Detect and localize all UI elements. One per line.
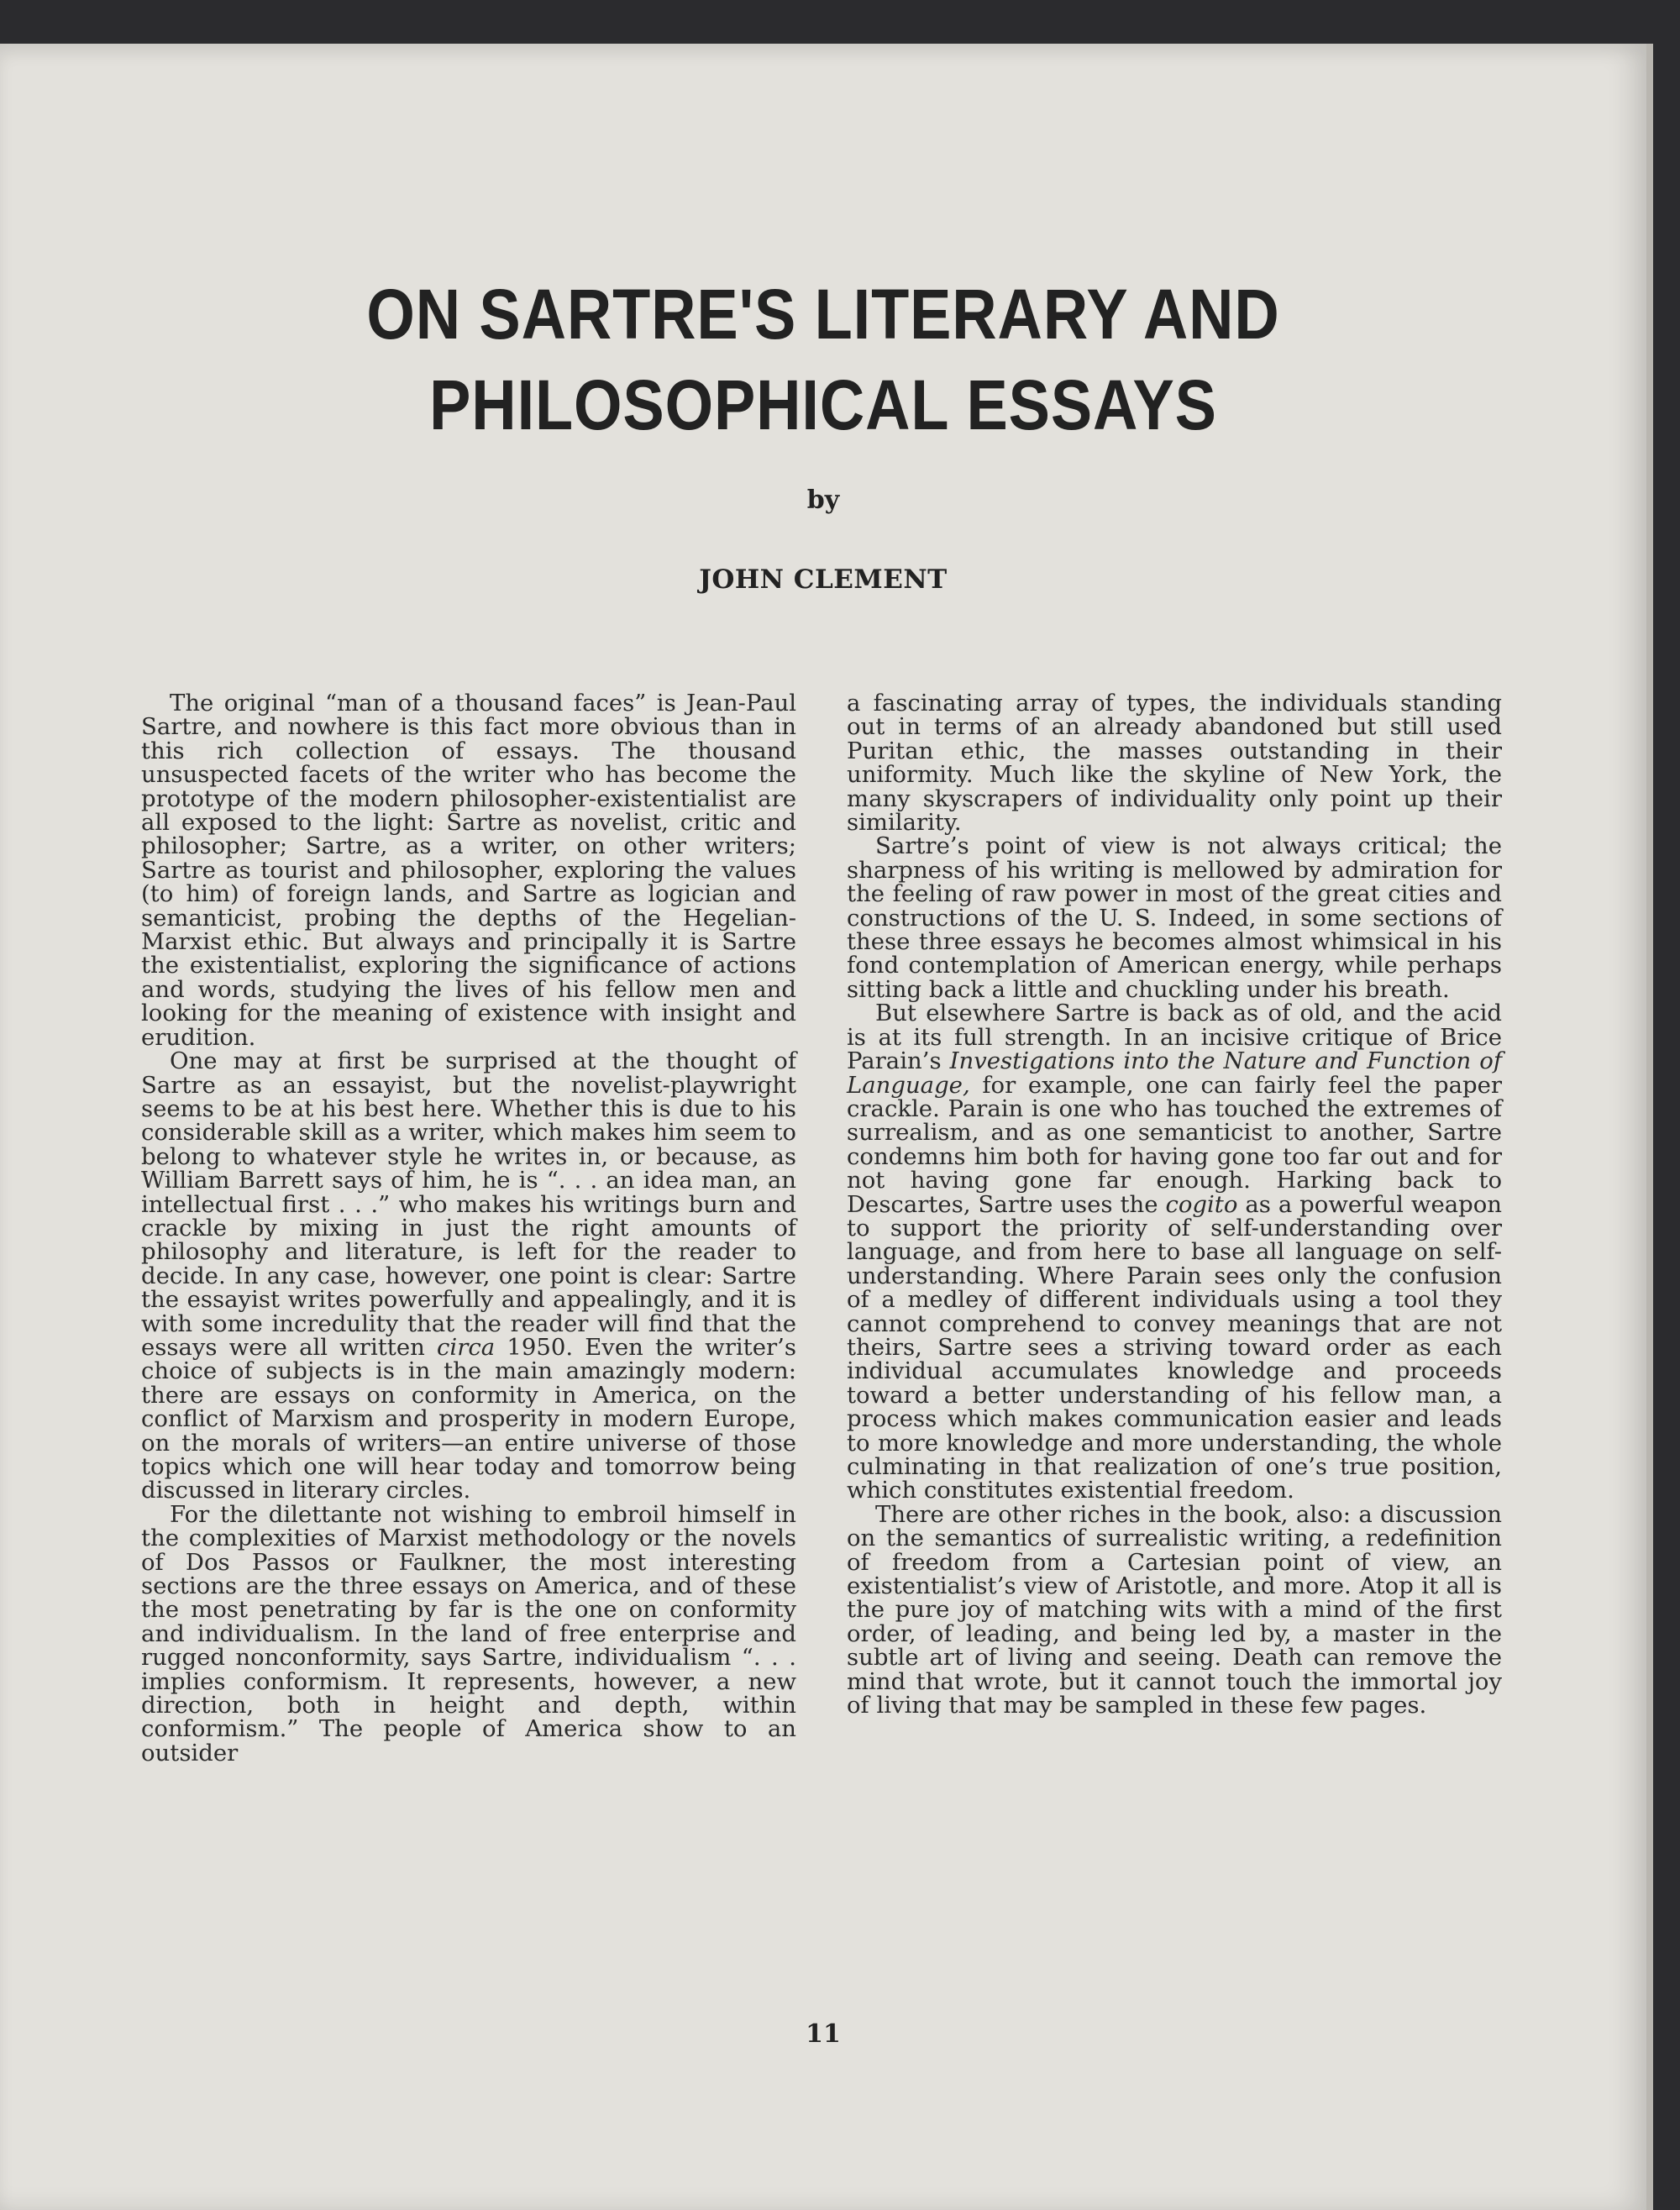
left-column: [141, 691, 796, 1765]
paragraph-text: One may at first be surprised at the thought of Sartre as an essayist, but the novelist-playwright seems to be at his best here. Whether this is due to his considerable skill as a writer, which makes him seem to belong to whatever style he writes in, or because, as William Barrett says of him, he is “. . . an idea man, an intellectual first . . .” who makes his writings burn and crackle by mixing in just the right amounts of philosophy and literature, is left for the reader to decide. In any case, however, one point is clear: Sartre the essayist writes powerfully and appealingly, and it is with some incredulity that the reader will find that the essays were all written: [141, 1047, 796, 1361]
paragraph-continued: a fascinating array of types, the individuals standing out in terms of an already abandoned but still used Puritan ethic, the masses outstanding in their uniformity. Much like the skyline of New York, the many skyscrapers of individuality only point up their similarity.: [847, 690, 1502, 837]
paragraph: The original “man of a thousand faces” is Jean-Paul Sartre, and nowhere is this fact more obvious than in this rich collection of essays. The thousand unsuspected facets of the writer who has become the prototype of the modern philosopher-existentialist are all exposed to the light: Sartre as novelist, critic and philosopher; Sartre, as a writer, on other writers; Sartre as tourist and philosopher, exploring the values (to him) of foreign lands, and Sartre as logician and semanticist, probing the depths of the Hegelian-Marxist ethic. But always and principally it is Sartre the existentialist, exploring the significance of actions and words, studying the lives of his fellow men and looking for the meaning of existence with insight and erudition.: [141, 690, 796, 1051]
paragraph: Sartre’s point of view is not always critical; the sharpness of his writing is mellowed by admiration for the feeling of raw power in most of the great cities and constructions of the U. S. Indeed, in some sections of these three essays he becomes almost whimsical in his fond contemplation of American energy, while perhaps sitting back a little and chuckling under his breath.: [847, 832, 1502, 1003]
paragraph-text: as a powerful weapon to support the priority of self-understanding over language, and from here to base all language on self-understanding. Where Parain sees only the confusion of a medley of different individuals using a tool they cannot comprehend to convey meanings that are not theirs, Sartre sees a striving toward order as each individual accumulates knowledge and proceeds toward a better understanding of his fellow man, a process which makes communication easier and leads to more knowledge and more understanding, the whole culminating in that realization of one’s true position, which constitutes existential freedom.: [847, 1190, 1502, 1504]
italic-term: cogito: [1165, 1190, 1238, 1218]
italic-term: circa: [437, 1333, 496, 1361]
page-number: 11: [806, 2019, 841, 2049]
paragraph-text: for example, one can fairly feel the paper crackle. Parain is one who has touched the extremes of surrealism, and as one semanticist to another, Sartre condemns him both for having gone too far out and for not having gone far enough. Harking back to Descartes, Sartre uses the: [847, 1071, 1503, 1218]
paragraph: There are other riches in the book, also: a discussion on the semantics of surrealistic writing, a redefinition of freedom from a Cartesian point of view, an existentialist’s view of Aristotle, and more. Atop it all is the pure joy of matching wits with a mind of the first order, of leading, and being led by, a master in the subtle art of living and seeing. Death can remove the mind that wrote, but it cannot touch the immortal joy of living that may be sampled in these few pages.: [847, 1500, 1502, 1719]
page-edge: [1646, 44, 1653, 2210]
author-name: JOHN CLEMENT: [699, 564, 948, 595]
paragraph: [141, 1049, 796, 1503]
paragraph-text: But elsewhere Sartre is back as of old, and the acid is at its full strength. In an incisive critique of Brice Parain’s: [847, 1000, 1502, 1075]
paragraph-text: 1950. Even the writer’s choice of subjects is in the main amazingly modern: there are essays on conformity in America, on the conflict of Marxism and prosperity in modern Europe, on the morals of writers—an entire universe of those topics which one will hear today and tomorrow being discussed in literary circles.: [141, 1333, 796, 1504]
article-title: ON SARTRE'S LITERARY AND PHILOSOPHICAL ESSAYS: [366, 275, 1280, 444]
paragraph: For the dilettante not wishing to embroil himself in the complexities of Marxist methodology or the novels of Dos Passos or Faulkner, the most interesting sections are the three essays on America, and of these the most penetrating by far is the one on conformity and individualism. In the land of free enterprise and rugged nonconformity, says Sartre, individualism “. . . implies conformism. It represents, however, a new direction, both in height and depth, within conformism.” The people of America show to an outsider: [141, 1500, 796, 1766]
byline-by: by: [806, 486, 840, 515]
paragraph: [847, 1001, 1502, 1503]
right-column: [847, 691, 1502, 1717]
book-title: Investigations into the Nature and Function of Language,: [847, 1047, 1502, 1099]
